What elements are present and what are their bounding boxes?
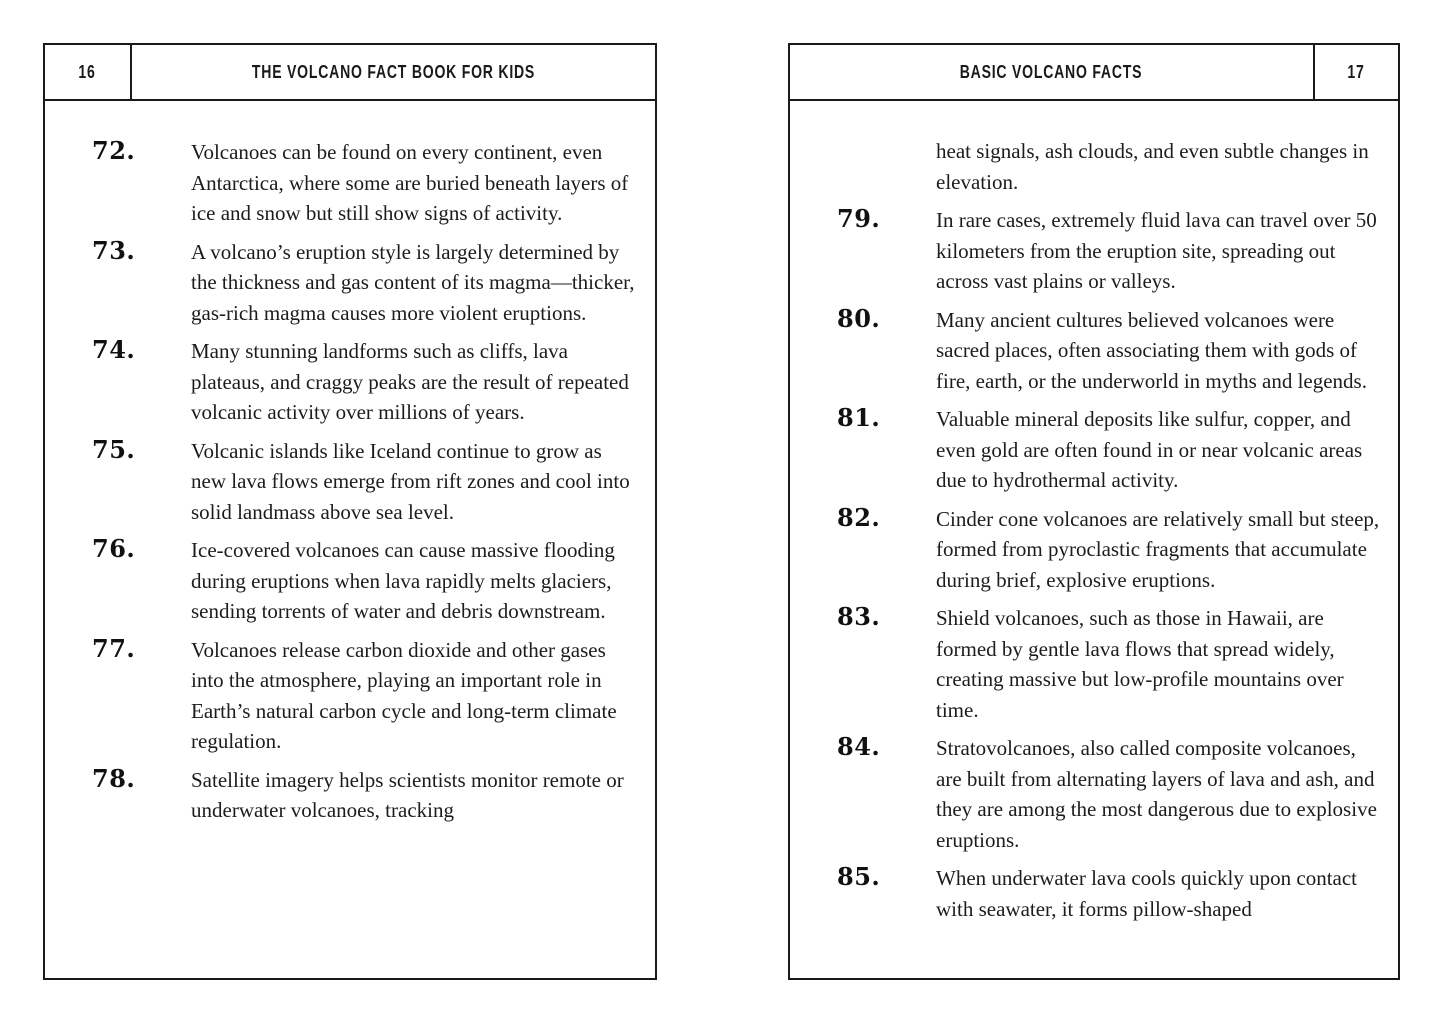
running-head-cell-left <box>132 45 655 99</box>
fact-item <box>92 534 637 627</box>
fact-text: heat signals, ash clouds, and even subtle changes in elevation. <box>936 139 1369 194</box>
fact-text: Shield volcanoes, such as those in Hawaii, are formed by gentle lava flows that spread widely, creating massive but low-profile mountains over time. <box>936 606 1344 722</box>
running-head-title: BASIC VOLCANO FACTS <box>960 61 1143 82</box>
fact-number: 79. <box>837 204 881 233</box>
fact-number: 75. <box>92 434 136 464</box>
page-number: 17 <box>1347 61 1366 82</box>
fact-text: In rare cases, extremely fluid lava can travel over 50 kilometers from the eruption site, spreading out across vast plains or valleys. <box>936 208 1377 293</box>
page-right-header <box>790 45 1398 101</box>
fact-item <box>92 236 637 329</box>
fact-number: 80. <box>837 303 881 333</box>
fact-item <box>837 403 1380 496</box>
fact-text: Volcanoes can be found on every continent, even Antarctica, where some are buried beneath layers of ice and snow but still show signs of activity. <box>191 140 629 225</box>
fact-text: Satellite imagery helps scientists monitor remote or underwater volcanoes, tracking <box>191 767 624 822</box>
fact-text: Many ancient cultures believed volcanoes were sacred places, often associating them with gods of fire, earth, or the underworld in myths and legends. <box>936 307 1367 393</box>
fact-item <box>92 634 637 757</box>
fact-item <box>837 602 1380 725</box>
fact-item <box>92 435 637 528</box>
running-head-title: THE VOLCANO FACT BOOK FOR KIDS <box>251 61 536 82</box>
page-right-body <box>790 101 1398 980</box>
book-spread <box>43 43 1400 980</box>
fact-number: 85. <box>837 862 881 891</box>
fact-text: Cinder cone volcanoes are relatively small but steep, formed from pyroclastic fragments that accumulate during brief, explosive eruptions. <box>936 506 1380 592</box>
fact-item-continuation <box>837 136 1380 197</box>
fact-item <box>92 335 637 428</box>
fact-text: A volcano’s eruption style is largely determined by the thickness and gas content of its magma—thicker, gas-rich magma causes more violent eruptions. <box>191 239 635 325</box>
page-left-body <box>45 101 655 980</box>
fact-number: 73. <box>92 235 136 265</box>
fact-number: 84. <box>837 732 881 761</box>
fact-text: Volcanoes release carbon dioxide and other gases into the atmosphere, playing an important role in Earth’s natural carbon cycle and long-term climate regulation. <box>191 637 617 753</box>
fact-number: 72. <box>92 136 136 165</box>
fact-item <box>837 204 1380 297</box>
running-head-cell-right <box>790 45 1313 99</box>
fact-item <box>837 503 1380 596</box>
fact-number: 77. <box>92 633 136 663</box>
fact-text: When underwater lava cools quickly upon contact with seawater, it forms pillow-shaped <box>936 866 1358 921</box>
page-number: 16 <box>78 61 97 82</box>
fact-number: 82. <box>837 502 881 532</box>
page-right <box>788 43 1400 980</box>
page-left <box>43 43 657 980</box>
fact-number: 81. <box>837 403 881 432</box>
fact-text: Many stunning landforms such as cliffs, lava plateaus, and craggy peaks are the result of repeated volcanic activity over millions of years. <box>191 339 629 424</box>
fact-item <box>837 862 1380 924</box>
fact-text: Valuable mineral deposits like sulfur, copper, and even gold are often found in or near volcanic areas due to hydrothermal activity. <box>936 407 1363 492</box>
fact-text: Ice-covered volcanoes can cause massive flooding during eruptions when lava rapidly melts glaciers, sending torrents of water and debris downstream. <box>191 538 615 623</box>
fact-number: 76. <box>92 534 136 563</box>
fact-item <box>837 304 1380 397</box>
fact-number: 83. <box>837 602 881 631</box>
fact-number: 78. <box>92 763 136 793</box>
fact-item <box>92 764 637 826</box>
fact-item <box>837 732 1380 855</box>
fact-number: 74. <box>92 335 136 364</box>
page-left-header <box>45 45 655 101</box>
fact-item <box>92 136 637 229</box>
fact-text: Volcanic islands like Iceland continue to grow as new lava flows emerge from rift zones and cool into solid landmass above sea level. <box>191 438 630 524</box>
page-number-cell-left <box>45 45 132 99</box>
fact-text: Stratovolcanoes, also called composite volcanoes, are built from alternating layers of lava and ash, and they are among the most dangerous due to explosive eruptions. <box>936 736 1377 852</box>
page-number-cell-right <box>1313 45 1398 99</box>
